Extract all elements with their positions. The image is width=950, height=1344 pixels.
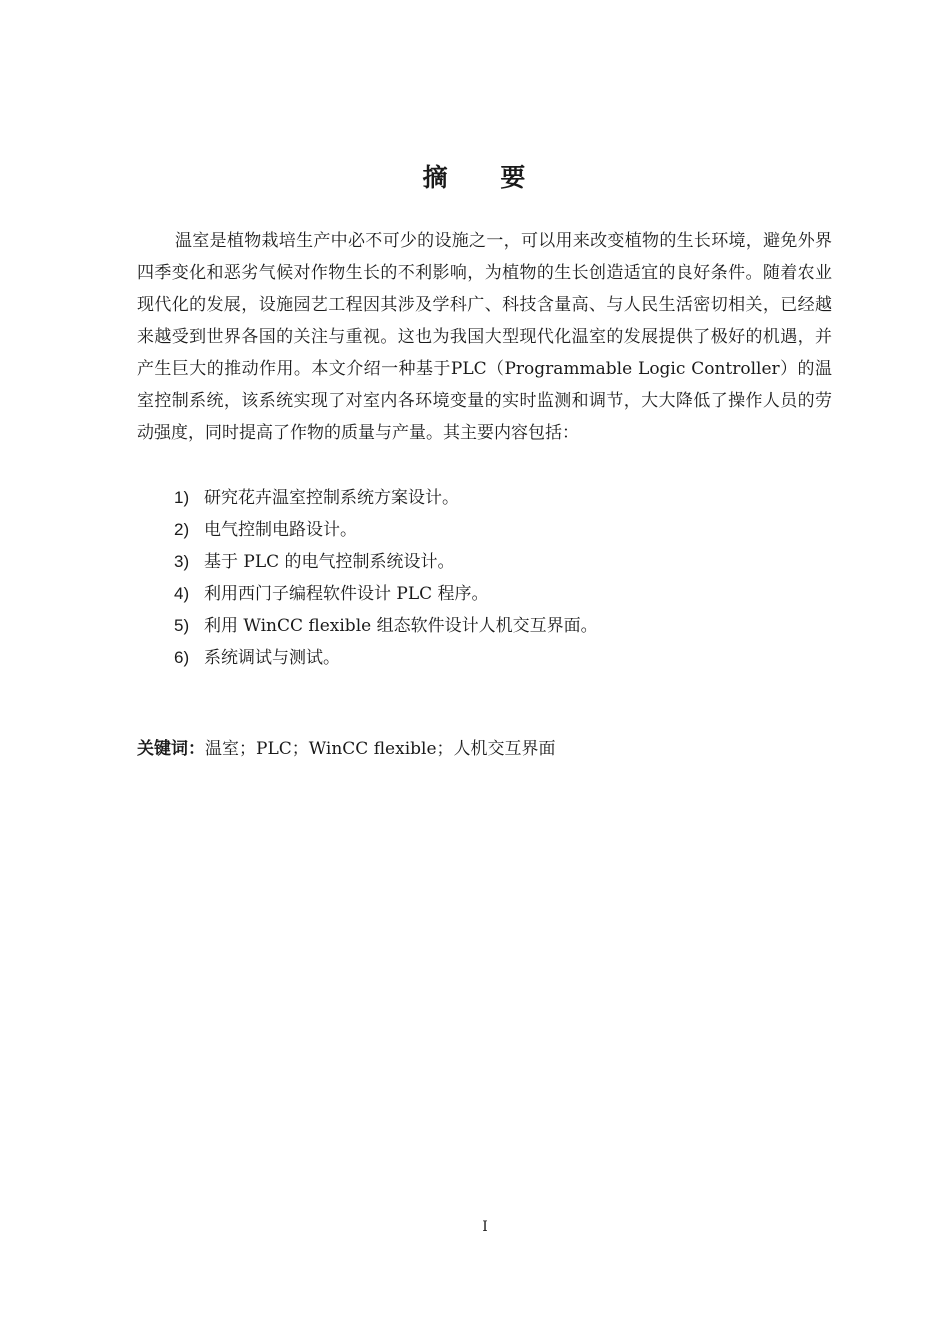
list-item-text: 电气控制电路设计。 <box>204 520 357 540</box>
list-item-number: 5) <box>174 616 190 635</box>
list-item <box>174 642 598 674</box>
list-item <box>174 546 598 578</box>
list-item-number: 3) <box>174 552 190 571</box>
list-item-text: 利用西门子编程软件设计 PLC 程序。 <box>204 584 489 604</box>
abstract-paragraph: 温室是植物栽培生产中必不可少的设施之一，可以用来改变植物的生长环境，避免外界四季变化和恶劣气候对作物生长的不利影响，为植物的生长创造适宜的良好条件。随着农业现代化的发展，设施园艺工程因其涉及学科广、科技含量高、与人民生活密切相关，已经越来越受到世界各国的关注与重视。这也为我国大型现代化温室的发展提供了极好的机遇，并产生巨大的推动作用。本文介绍一种基于PLC（Programmable Logic Controller）的温室控制系统，该系统实现了对室内各环境变量的实时监测和调节，大大降低了操作人员的劳动强度，同时提高了作物的质量与产量。其主要内容包括： <box>137 231 832 443</box>
list-item <box>174 482 598 514</box>
list-item-number: 4) <box>174 584 190 603</box>
list-item <box>174 578 598 610</box>
list-item <box>174 514 598 546</box>
list-item-number: 1) <box>174 488 190 507</box>
list-item-number: 2) <box>174 520 190 539</box>
list-item-number: 6) <box>174 648 190 667</box>
keywords-value: 温室；PLC；WinCC flexible；人机交互界面 <box>205 739 556 759</box>
list-item-text: 基于 PLC 的电气控制系统设计。 <box>204 552 455 572</box>
page-number: I <box>482 1219 488 1235</box>
list-item-text: 系统调试与测试。 <box>204 648 340 668</box>
list-item <box>174 610 598 642</box>
list-item-text: 利用 WinCC flexible 组态软件设计人机交互界面。 <box>204 616 598 636</box>
page-title: 摘 要 <box>422 163 548 192</box>
content-list <box>174 482 598 674</box>
keywords-line <box>137 734 556 764</box>
list-item-text: 研究花卉温室控制系统方案设计。 <box>204 488 459 508</box>
keywords-label: 关键词： <box>137 739 205 759</box>
